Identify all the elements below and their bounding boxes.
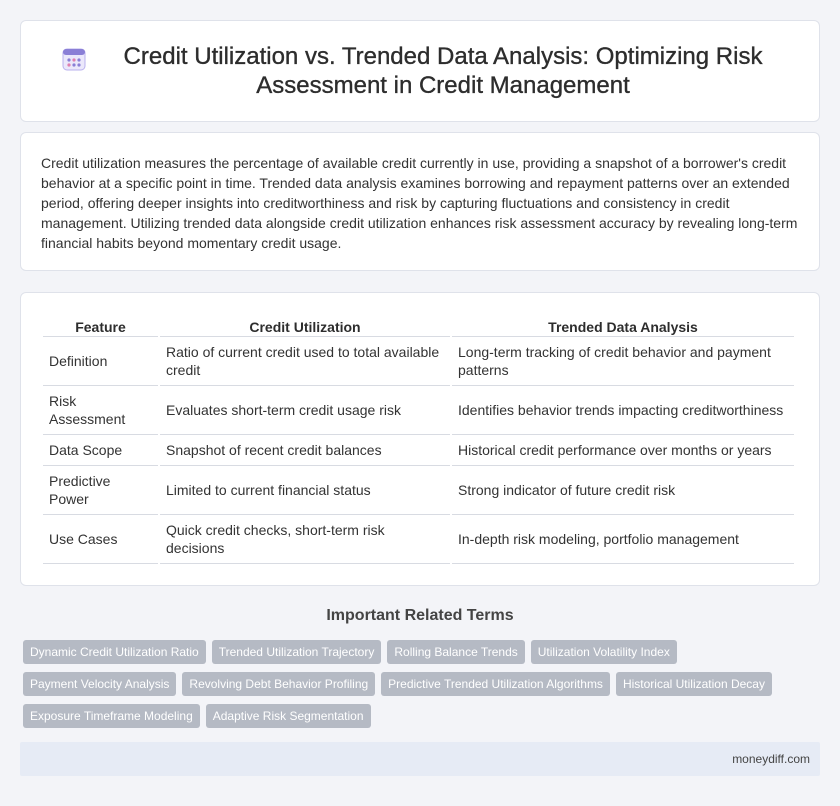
table-cell: Strong indicator of future credit risk xyxy=(452,466,794,515)
table-cell: Definition xyxy=(43,337,158,386)
comparison-table-card xyxy=(20,292,820,586)
table-header-row xyxy=(43,315,794,337)
related-term-tag[interactable]: Revolving Debt Behavior Profiling xyxy=(182,672,375,696)
table-row xyxy=(43,466,794,515)
related-term-tag[interactable]: Payment Velocity Analysis xyxy=(23,672,176,696)
column-header-trended-data: Trended Data Analysis xyxy=(452,315,794,337)
related-terms-title: Important Related Terms xyxy=(326,607,514,624)
related-term-tag[interactable]: Rolling Balance Trends xyxy=(387,640,524,664)
table-cell: Data Scope xyxy=(43,435,158,466)
table-row xyxy=(43,435,794,466)
related-term-tag[interactable]: Predictive Trended Utilization Algorithms xyxy=(381,672,610,696)
table-cell: Identifies behavior trends impacting creditworthiness xyxy=(452,386,794,435)
page-title: Credit Utilization vs. Trended Data Analysis: Optimizing Risk Assessment in Credit Management xyxy=(123,43,763,99)
table-cell: Long-term tracking of credit behavior and payment patterns xyxy=(452,337,794,386)
column-header-feature: Feature xyxy=(43,315,158,337)
footer-site-link[interactable]: moneydiff.com xyxy=(732,752,810,766)
table-cell: Predictive Power xyxy=(43,466,158,515)
intro-card xyxy=(20,132,820,271)
related-term-tag[interactable]: Trended Utilization Trajectory xyxy=(212,640,382,664)
table-cell: In-depth risk modeling, portfolio management xyxy=(452,515,794,564)
related-terms-list xyxy=(23,640,823,736)
table-cell: Risk Assessment xyxy=(43,386,158,435)
table-cell: Use Cases xyxy=(43,515,158,564)
intro-paragraph: Credit utilization measures the percentage of available credit currently in use, providing a snapshot of a borrower's credit behavior at a specific point in time. Trended data analysis examines borrowing and repayment patterns over an extended period, offering deeper insights into creditworthiness and risk by capturing fluctuations and consistency in credit management. Utilizing trended data alongside credit utilization enhances risk assessment accuracy by revealing long-term financial habits beyond momentary credit usage. xyxy=(41,155,798,251)
table-cell: Evaluates short-term credit usage risk xyxy=(160,386,450,435)
related-term-tag[interactable]: Dynamic Credit Utilization Ratio xyxy=(23,640,206,664)
related-term-tag[interactable]: Historical Utilization Decay xyxy=(616,672,772,696)
table-cell: Historical credit performance over months or years xyxy=(452,435,794,466)
related-term-tag[interactable]: Utilization Volatility Index xyxy=(531,640,677,664)
table-cell: Quick credit checks, short-term risk decisions xyxy=(160,515,450,564)
table-cell: Ratio of current credit used to total available credit xyxy=(160,337,450,386)
footer-bar xyxy=(20,742,820,776)
related-term-tag[interactable]: Exposure Timeframe Modeling xyxy=(23,704,200,728)
comparison-table xyxy=(41,315,796,564)
header-card xyxy=(20,20,820,122)
calendar-icon xyxy=(61,46,87,72)
column-header-credit-utilization: Credit Utilization xyxy=(160,315,450,337)
related-term-tag[interactable]: Adaptive Risk Segmentation xyxy=(206,704,371,728)
table-row xyxy=(43,337,794,386)
table-cell: Limited to current financial status xyxy=(160,466,450,515)
table-row xyxy=(43,515,794,564)
table-cell: Snapshot of recent credit balances xyxy=(160,435,450,466)
table-row xyxy=(43,386,794,435)
